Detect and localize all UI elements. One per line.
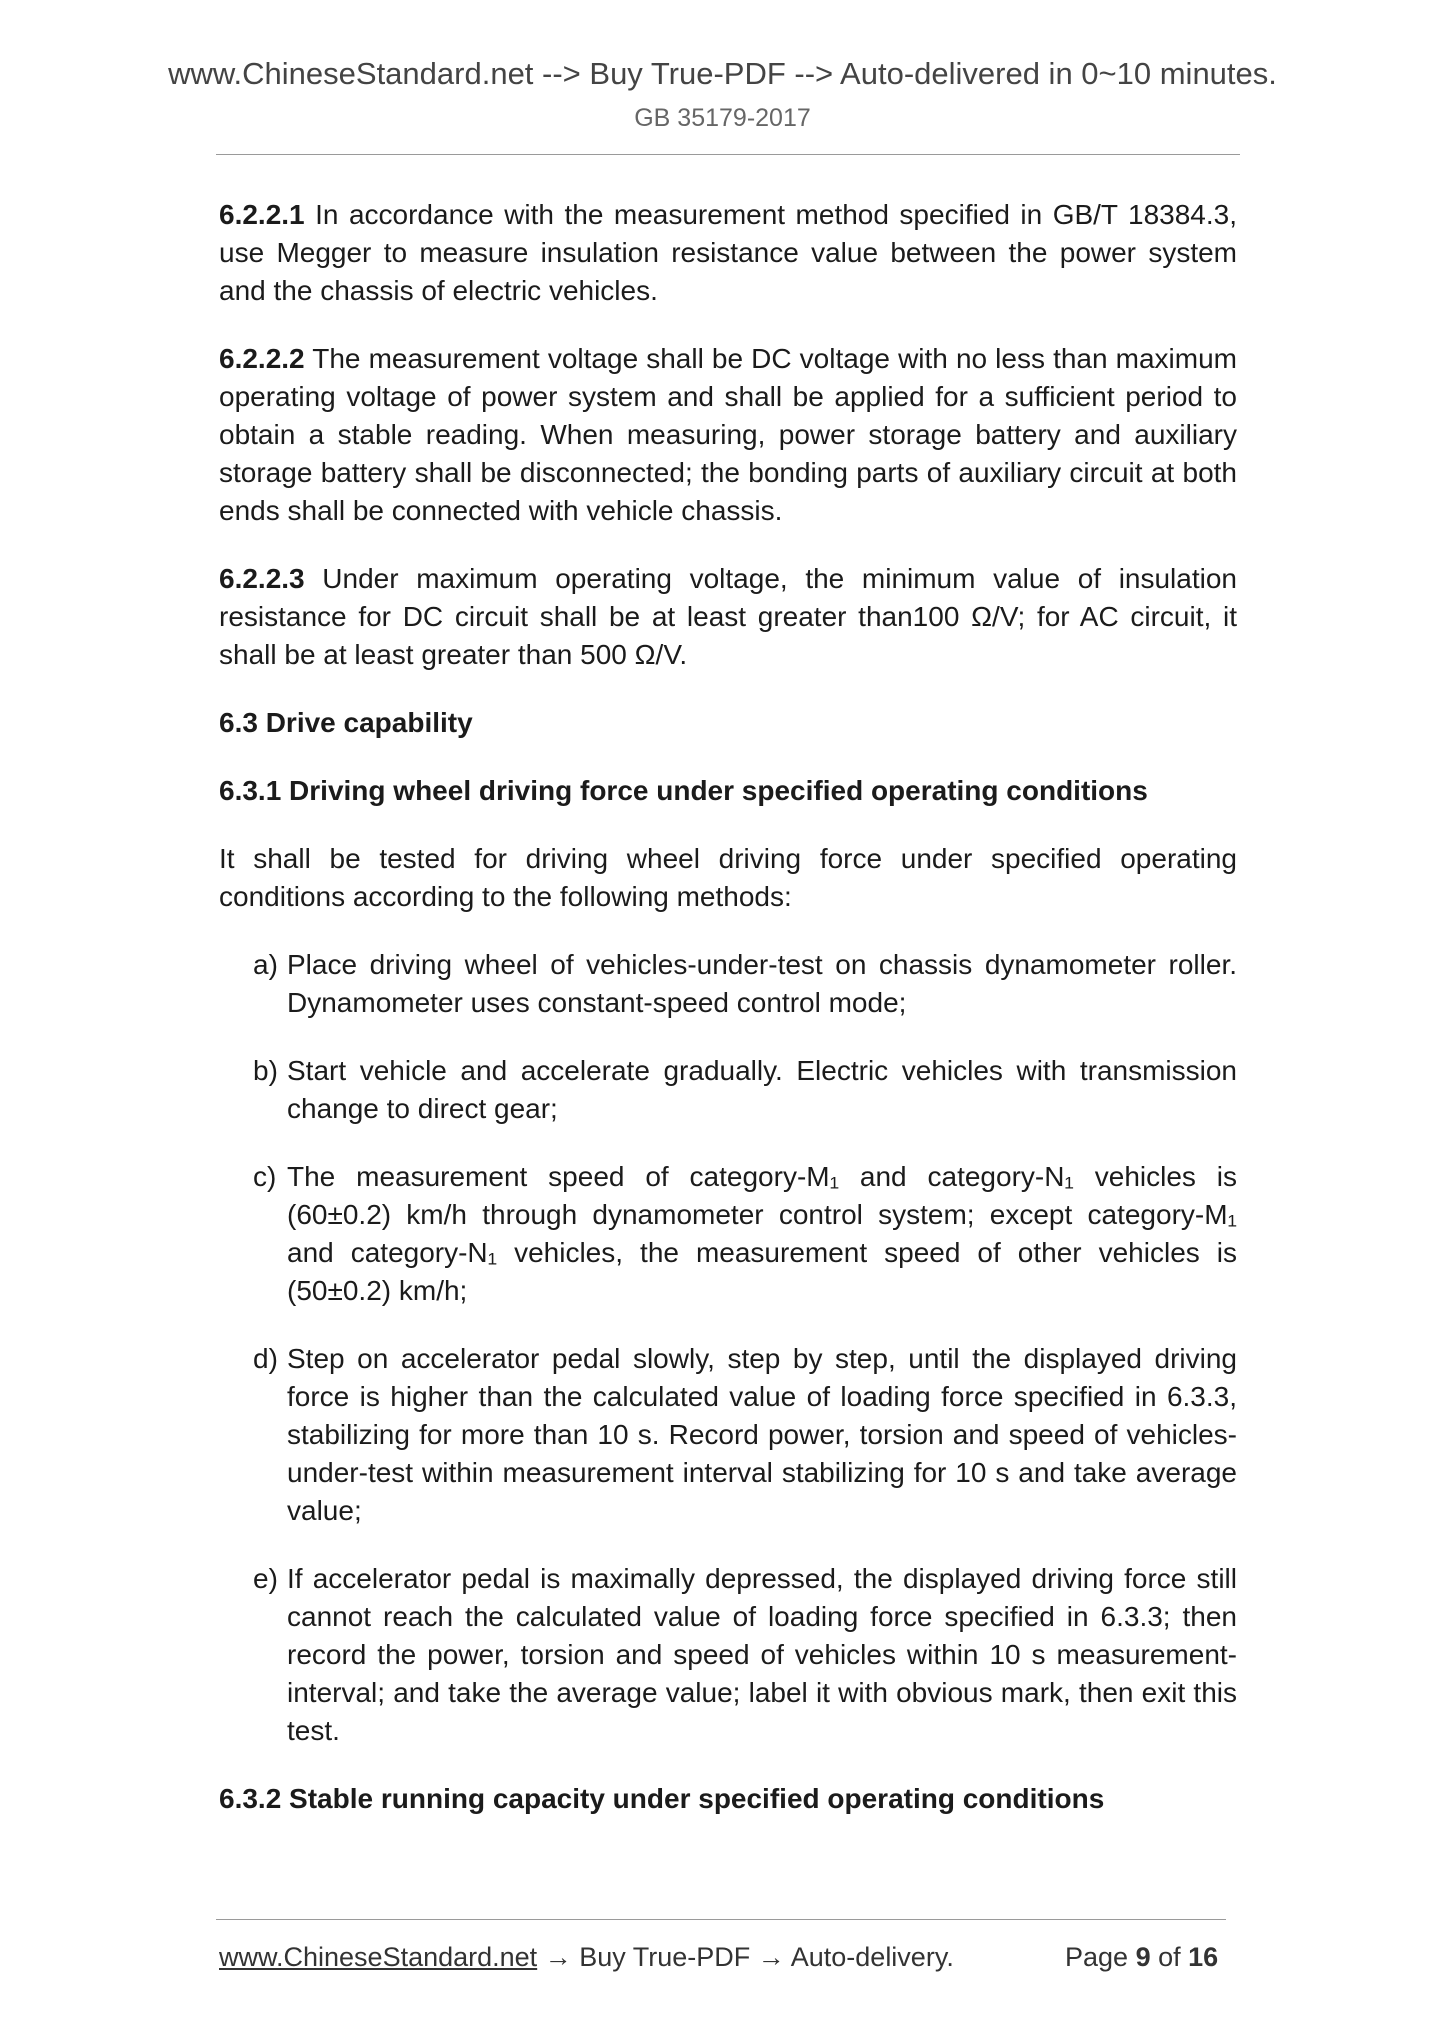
intro-paragraph: It shall be tested for driving wheel driving force under specified operating conditions according to the following methods: xyxy=(219,843,1237,912)
list-label: b) xyxy=(253,1055,278,1086)
current-page: 9 xyxy=(1135,1942,1151,1972)
list-label: c) xyxy=(253,1161,277,1192)
list-text: Step on accelerator pedal slowly, step by step, until the displayed driving force is higher than the calculated value of loading force specified in 6.3.3, stabilizing for more than 10 s. Record power, torsion and speed of vehicles-under-test within measurement interval stabilizing for 10 s and take average value; xyxy=(287,1343,1237,1526)
list-label: d) xyxy=(253,1343,278,1374)
clause-text: Under maximum operating voltage, the minimum value of insulation resistance for DC circuit shall be at least greater than100 Ω/V; for AC circuit, it shall be at least greater than 500 Ω/V. xyxy=(219,563,1237,670)
list-text: The measurement speed of category-M₁ and category-N₁ vehicles is (60±0.2) km/h through dynamometer control system; except category-M₁ and category-N₁ vehicles, the measurement speed of other vehicles is (50±0.2) km/h; xyxy=(287,1161,1237,1306)
section-heading-6-3: 6.3 Drive capability xyxy=(219,707,473,738)
clause-6-2-2-2 xyxy=(219,340,1237,530)
list-label: e) xyxy=(253,1563,278,1594)
clause-number: 6.2.2.3 xyxy=(219,563,305,594)
list-text: Start vehicle and accelerate gradually. Electric vehicles with transmission change to direct gear; xyxy=(287,1055,1237,1124)
header-divider xyxy=(216,154,1240,155)
page-indicator xyxy=(1065,1942,1218,1973)
page-prefix: Page xyxy=(1065,1942,1136,1972)
clause-number: 6.2.2.2 xyxy=(219,343,305,374)
list-text: Place driving wheel of vehicles-under-test on chassis dynamometer roller. Dynamometer uses constant-speed control mode; xyxy=(287,949,1237,1018)
section-heading-6-3-1: 6.3.1 Driving wheel driving force under specified operating conditions xyxy=(219,775,1148,806)
footer-divider xyxy=(216,1919,1226,1920)
clause-number: 6.2.2.1 xyxy=(219,199,305,230)
list-text: If accelerator pedal is maximally depressed, the displayed driving force still cannot reach the calculated value of loading force specified in 6.3.3; then record the power, torsion and speed of vehicles within 10 s measurement-interval; and take the average value; label it with obvious mark, then exit this test. xyxy=(287,1563,1237,1746)
list-item-d xyxy=(219,1340,1237,1530)
total-pages: 16 xyxy=(1188,1942,1219,1972)
document-body xyxy=(219,196,1237,1848)
clause-6-2-2-1 xyxy=(219,196,1237,310)
clause-text: The measurement voltage shall be DC voltage with no less than maximum operating voltage of power system and shall be applied for a sufficient period to obtain a stable reading. When measuring, power storage battery and auxiliary storage battery shall be disconnected; the bonding parts of auxiliary circuit at both ends shall be connected with vehicle chassis. xyxy=(219,343,1237,526)
footer-promo-text: → Buy True-PDF → Auto-delivery. xyxy=(537,1942,954,1972)
page-of: of xyxy=(1150,1942,1189,1972)
standard-number: GB 35179-2017 xyxy=(634,104,811,132)
list-item-a xyxy=(219,946,1237,1022)
list-item-e xyxy=(219,1560,1237,1750)
list-label: a) xyxy=(253,949,278,980)
section-heading-6-3-2: 6.3.2 Stable running capacity under specified operating conditions xyxy=(219,1783,1105,1814)
list-item-c xyxy=(219,1158,1237,1310)
list-item-b xyxy=(219,1052,1237,1128)
clause-6-2-2-3 xyxy=(219,560,1237,674)
footer-promo xyxy=(219,1942,954,1973)
header-banner: www.ChineseStandard.net --> Buy True-PDF --> Auto-delivered in 0~10 minutes. xyxy=(168,56,1277,91)
website-link[interactable]: www.ChineseStandard.net xyxy=(219,1942,538,1972)
clause-text: In accordance with the measurement method specified in GB/T 18384.3, use Megger to measure insulation resistance value between the power system and the chassis of electric vehicles. xyxy=(219,199,1237,306)
